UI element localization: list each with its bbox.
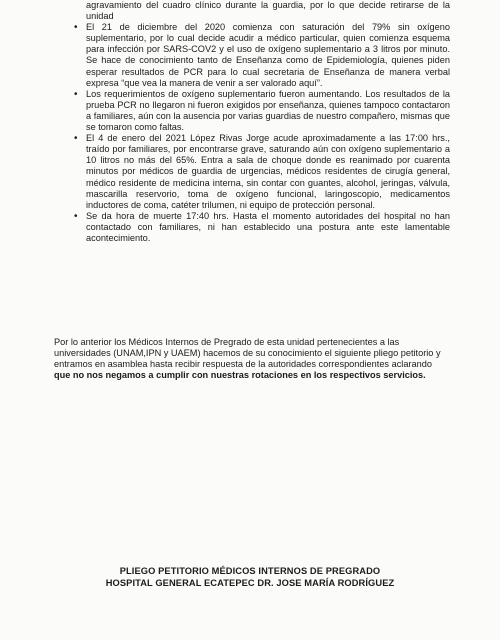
bullet-list	[86, 0, 450, 244]
footer-title-line1: PLIEGO PETITORIO MÉDICOS INTERNOS DE PREGRADO	[119, 566, 381, 576]
list-item-text: • Los requerimientos de oxígeno suplementario fueron aumentando. Los resultados de la prueba PCR no llegaron ni fueron exigidos por enseñanza, quienes tampoco contactaron a familiares, aún con la ausencia por varias guardias de nuestro compañero, mismas que se tomaron como faltas.	[86, 88, 450, 133]
list-item-text: • Se da hora de muerte 17:40 hrs. Hasta el momento autoridades del hospital no han contactado con familiares, ni han establecido una postura ante este lamentable acontecimiento.	[86, 210, 450, 243]
list-item	[86, 89, 450, 133]
document-footer	[40, 566, 460, 589]
closing-paragraph	[54, 337, 450, 381]
list-item-continuation	[86, 0, 450, 22]
list-item-text: • El 21 de diciembre del 2020 comienza con saturación del 79% sin oxígeno suplementario, por lo cual decide acudir a médico particular, quien comienza esquema para infección por SARS-COV2 y el uso de oxígeno suplementario a 3 litros por minuto. Se hace de conocimiento tanto de Enseñanza como de Epidemiología, quienes piden esperar resultados de PCR para lo cual secretaria de Enseñanza de manera verbal expresa “que vea la manera de venir a ser valorado aquí”.	[86, 22, 450, 88]
closing-text: Por lo anterior los Médicos Internos de Pregrado de esta unidad pertenecientes a las universidades (UNAM,IPN y UAEM) hacemos de su conocimiento el siguiente pliego petitorio y entramos en asamblea hasta recibir respuesta de la autoridades correspondientes aclarando	[54, 337, 441, 370]
closing-bold-text: que no nos negamos a cumplir con nuestras rotaciones en los respectivos servicios.	[54, 370, 426, 381]
list-item-text: agravamiento del cuadro clínico durante la guardia, por lo que decide retirarse de la unidad	[86, 0, 450, 22]
list-item-text: • El 4 de enero del 2021 López Rivas Jorge acude aproximadamente a las 17:00 hrs., traído por familiares, por encontrarse grave, saturando aún con oxígeno suplementario a 10 litros no más del 65%. Entra a sala de choque donde es reanimado por cuarenta minutos por médicos de guardia de urgencias, médicos residentes de cirugía general, médico residente de medicina interna, sin contar con guantes, alcohol, jeringas, válvula, mascarilla reservorio, toma de oxígeno funcional, laringoscopio, medicamentos inductores de coma, catéter trilumen, ni equipo de protección personal.	[86, 133, 450, 210]
list-item	[86, 22, 450, 89]
list-item	[86, 133, 450, 211]
list-item	[86, 211, 450, 244]
footer-title-line2: HOSPITAL GENERAL ECATEPEC DR. JOSE MARÍA RODRÍGUEZ	[105, 577, 395, 588]
